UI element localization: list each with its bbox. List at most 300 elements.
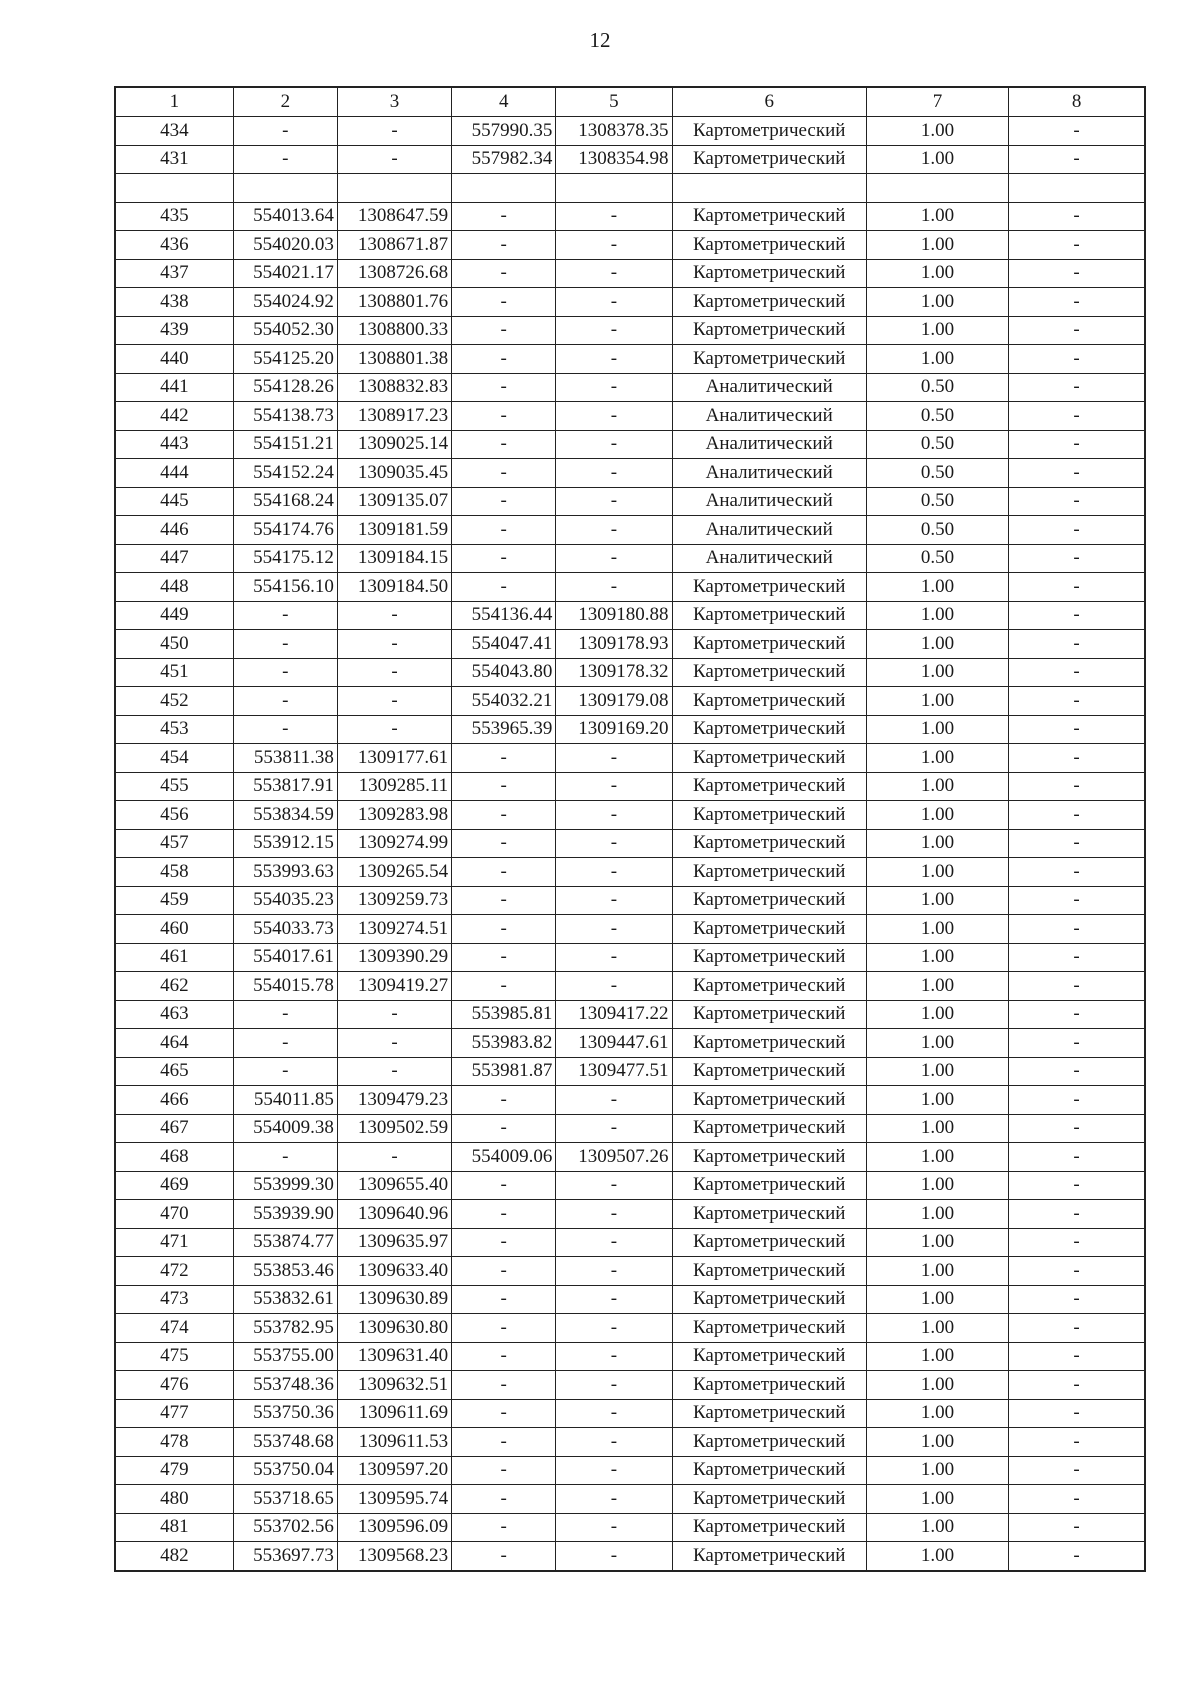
table-cell: 554052.30 [233,316,337,345]
table-cell: 1.00 [866,1171,1008,1200]
table-row [115,972,1145,1001]
table-row [115,174,1145,203]
column-header: 8 [1009,87,1145,117]
table-cell: - [556,573,672,602]
table-cell: Картометрический [672,117,866,146]
table-cell: 554128.26 [233,373,337,402]
table-cell: - [1009,1228,1145,1257]
table-cell: Картометрический [672,1143,866,1172]
table-cell: - [556,1513,672,1542]
table-cell: - [556,1542,672,1571]
table-cell: - [1009,1200,1145,1229]
table-cell: 1308832.83 [337,373,451,402]
table-cell: 434 [115,117,233,146]
table-cell: 1.00 [866,1456,1008,1485]
table-cell: 554015.78 [233,972,337,1001]
table-cell: 468 [115,1143,233,1172]
table-cell: - [452,459,556,488]
table-cell: - [556,1371,672,1400]
table-cell: - [1009,516,1145,545]
table-cell: Картометрический [672,801,866,830]
table-cell: 1308378.35 [556,117,672,146]
table-cell: 1309568.23 [337,1542,451,1571]
table-cell: 1309285.11 [337,772,451,801]
table-cell: - [337,687,451,716]
table-cell: Аналитический [672,402,866,431]
table-cell: - [452,231,556,260]
table-cell: Картометрический [672,202,866,231]
table-cell: 1309507.26 [556,1143,672,1172]
table-row [115,1000,1145,1029]
table-cell: - [452,1228,556,1257]
table-cell: 1308800.33 [337,316,451,345]
table-cell: 448 [115,573,233,602]
table-row [115,943,1145,972]
table-cell: 1309630.80 [337,1314,451,1343]
table-cell: - [556,1428,672,1457]
table-cell: 1308726.68 [337,259,451,288]
table-cell: 1.00 [866,972,1008,1001]
table-cell: - [452,1485,556,1514]
table-cell: 1.00 [866,658,1008,687]
table-cell: 1.00 [866,145,1008,174]
table-cell: 1.00 [866,202,1008,231]
table-row [115,1228,1145,1257]
table-row [115,345,1145,374]
table-cell: - [233,117,337,146]
table-cell: - [1009,316,1145,345]
table-cell: 461 [115,943,233,972]
table-cell: Аналитический [672,516,866,545]
table-cell: - [556,1228,672,1257]
table-cell: 1.00 [866,915,1008,944]
table-cell: 437 [115,259,233,288]
table-cell: 1309633.40 [337,1257,451,1286]
table-cell: Картометрический [672,744,866,773]
table-cell: - [1009,345,1145,374]
table-cell: 553912.15 [233,829,337,858]
table-cell: - [1009,1057,1145,1086]
table-cell: 1309611.53 [337,1428,451,1457]
table-row [115,1314,1145,1343]
table-cell: 553750.36 [233,1399,337,1428]
table-cell: - [337,715,451,744]
table-cell: 1309640.96 [337,1200,451,1229]
table-cell: 554017.61 [233,943,337,972]
table-cell: 435 [115,202,233,231]
table-cell: 1309178.93 [556,630,672,659]
table-cell: 444 [115,459,233,488]
table-row [115,744,1145,773]
table-cell: - [337,1143,451,1172]
table-cell: - [452,1086,556,1115]
table-cell: 1.00 [866,231,1008,260]
table-cell: Картометрический [672,772,866,801]
table-cell: - [556,744,672,773]
table-cell: - [452,573,556,602]
table-cell: 1.00 [866,1114,1008,1143]
table-cell: 1308801.38 [337,345,451,374]
table-cell: 459 [115,886,233,915]
table-cell: Картометрический [672,288,866,317]
table-row [115,1371,1145,1400]
table-cell: Картометрический [672,1228,866,1257]
table-cell: - [452,1513,556,1542]
table-cell: 1309179.08 [556,687,672,716]
table-cell: - [1009,1086,1145,1115]
table-cell: 466 [115,1086,233,1115]
table-cell: - [556,801,672,830]
table-cell: Картометрический [672,972,866,1001]
table-cell: - [452,943,556,972]
column-header: 4 [452,87,556,117]
column-header: 1 [115,87,233,117]
table-cell: 436 [115,231,233,260]
table-cell: Картометрический [672,1399,866,1428]
table-cell: - [452,915,556,944]
table-cell: 476 [115,1371,233,1400]
table-cell: - [233,1000,337,1029]
table-row [115,516,1145,545]
table-cell: - [233,658,337,687]
table-cell: - [1009,145,1145,174]
table-cell: 0.50 [866,516,1008,545]
table-cell: 553874.77 [233,1228,337,1257]
table-row [115,1200,1145,1229]
table-row [115,687,1145,716]
table-cell: 1309184.15 [337,544,451,573]
table-cell: 469 [115,1171,233,1200]
table-cell: 0.50 [866,430,1008,459]
table-cell [866,174,1008,203]
table-cell: 1.00 [866,1485,1008,1514]
table-row [115,259,1145,288]
table-cell: Картометрический [672,858,866,887]
table-cell [556,174,672,203]
table-row [115,1342,1145,1371]
table-row [115,1513,1145,1542]
table-cell: 440 [115,345,233,374]
table-cell: - [556,1257,672,1286]
table-cell: 0.50 [866,544,1008,573]
table-cell: 554047.41 [452,630,556,659]
table-cell: - [452,858,556,887]
table-row [115,145,1145,174]
table-cell: 1.00 [866,1399,1008,1428]
table-cell: - [556,858,672,887]
table-cell: Аналитический [672,373,866,402]
table-row [115,601,1145,630]
table-row [115,630,1145,659]
table-cell: - [233,715,337,744]
table-cell: 474 [115,1314,233,1343]
table-cell: 449 [115,601,233,630]
table-cell: Картометрический [672,1342,866,1371]
table-cell: - [233,145,337,174]
table-cell: 1309177.61 [337,744,451,773]
table-cell: 554011.85 [233,1086,337,1115]
table-cell: 1.00 [866,1143,1008,1172]
table-cell: - [452,487,556,516]
table-cell: 554138.73 [233,402,337,431]
table-cell: 554174.76 [233,516,337,545]
table-row [115,373,1145,402]
table-cell: 478 [115,1428,233,1457]
table-row [115,202,1145,231]
table-cell: 480 [115,1485,233,1514]
table-cell: - [1009,430,1145,459]
table-cell: Аналитический [672,544,866,573]
table-cell: Картометрический [672,687,866,716]
table-cell: - [452,1428,556,1457]
table-cell: 1.00 [866,316,1008,345]
table-cell: 1.00 [866,801,1008,830]
table-cell: - [337,630,451,659]
table-cell: 1309259.73 [337,886,451,915]
table-cell: 479 [115,1456,233,1485]
table-cell: 1.00 [866,1513,1008,1542]
table-row [115,1114,1145,1143]
table-cell: 554024.92 [233,288,337,317]
table-cell: 554175.12 [233,544,337,573]
table-cell: 447 [115,544,233,573]
table-cell: - [1009,972,1145,1001]
table-cell: - [337,1029,451,1058]
table-cell: 553782.95 [233,1314,337,1343]
table-cell: - [1009,715,1145,744]
table-cell: - [1009,943,1145,972]
table-row [115,1086,1145,1115]
table-cell: - [452,1171,556,1200]
table-cell: - [556,772,672,801]
table-cell: 465 [115,1057,233,1086]
table-cell: - [452,1257,556,1286]
table-cell: - [556,231,672,260]
table-cell: - [556,1314,672,1343]
table-cell: 554043.80 [452,658,556,687]
header-row [115,87,1145,117]
table-cell: Картометрический [672,1485,866,1514]
table-cell: - [452,801,556,830]
table-cell: - [556,1200,672,1229]
table-row [115,772,1145,801]
table-cell: Картометрический [672,1371,866,1400]
table-row [115,487,1145,516]
coordinates-table [114,86,1146,1572]
table-cell: 1.00 [866,1314,1008,1343]
table-cell: - [452,1399,556,1428]
table-cell: - [337,1000,451,1029]
table-cell: - [1009,459,1145,488]
table-cell: 1309025.14 [337,430,451,459]
table-cell: 553853.46 [233,1257,337,1286]
table-cell: - [452,886,556,915]
table-cell: 553985.81 [452,1000,556,1029]
table-cell: 1.00 [866,1228,1008,1257]
table-cell: 557990.35 [452,117,556,146]
table-cell: - [1009,1314,1145,1343]
table-cell: 439 [115,316,233,345]
table-cell: - [452,1314,556,1343]
table-cell: - [1009,1371,1145,1400]
table-cell: - [1009,1542,1145,1571]
table-cell: 553832.61 [233,1285,337,1314]
table-cell: 454 [115,744,233,773]
table-cell: - [1009,772,1145,801]
table-cell: 553750.04 [233,1456,337,1485]
column-header: 6 [672,87,866,117]
table-cell: 1309283.98 [337,801,451,830]
table-cell: 1309417.22 [556,1000,672,1029]
table-cell: - [556,886,672,915]
table-cell: 553939.90 [233,1200,337,1229]
table-cell: 1308801.76 [337,288,451,317]
table-cell: 1.00 [866,630,1008,659]
table-row [115,658,1145,687]
table-cell: 1308354.98 [556,145,672,174]
table-row [115,544,1145,573]
table-cell: Аналитический [672,459,866,488]
table-cell: - [233,1029,337,1058]
table-cell: 1.00 [866,1285,1008,1314]
table-cell: - [452,744,556,773]
table-cell: 1.00 [866,259,1008,288]
table-cell: - [1009,288,1145,317]
table-cell: Картометрический [672,829,866,858]
table-cell: - [1009,886,1145,915]
page-number: 12 [589,28,611,52]
table-cell: 456 [115,801,233,830]
table-cell: Картометрический [672,658,866,687]
table-cell: - [452,288,556,317]
table-row [115,801,1145,830]
table-cell: 1.00 [866,1086,1008,1115]
table-cell: 553834.59 [233,801,337,830]
table-cell: Картометрический [672,1456,866,1485]
table-row [115,1057,1145,1086]
table-cell: 1.00 [866,1428,1008,1457]
table-cell: 553718.65 [233,1485,337,1514]
table-cell: 1.00 [866,687,1008,716]
table-cell: 554032.21 [452,687,556,716]
table-body [115,117,1145,1571]
table-cell: 1309274.51 [337,915,451,944]
table-cell: 1309611.69 [337,1399,451,1428]
table-cell: - [1009,915,1145,944]
table-cell: 473 [115,1285,233,1314]
table-cell: 1.00 [866,715,1008,744]
table-cell [452,174,556,203]
table-cell: Картометрический [672,573,866,602]
table-cell: - [556,373,672,402]
table-cell: - [1009,1114,1145,1143]
table-cell: - [556,430,672,459]
table-row [115,573,1145,602]
table-cell: 1.00 [866,772,1008,801]
table-row [115,117,1145,146]
table-row [115,1399,1145,1428]
table-cell: 1309178.32 [556,658,672,687]
table-cell: - [1009,829,1145,858]
table-cell: 1.00 [866,1542,1008,1571]
table-cell: 1.00 [866,1342,1008,1371]
table-cell: 1308671.87 [337,231,451,260]
column-header: 5 [556,87,672,117]
table-cell: 1.00 [866,858,1008,887]
table-cell: 1.00 [866,1057,1008,1086]
table-cell: - [1009,231,1145,260]
table-cell: - [556,402,672,431]
table-cell: Картометрический [672,1171,866,1200]
table-cell: - [1009,573,1145,602]
table-cell: Картометрический [672,943,866,972]
table-cell: - [556,829,672,858]
table-cell: - [452,373,556,402]
table-cell: 553981.87 [452,1057,556,1086]
table-cell: - [452,972,556,1001]
table-cell: 1.00 [866,943,1008,972]
table-cell: 463 [115,1000,233,1029]
table-cell: 1309390.29 [337,943,451,972]
table-cell: - [556,345,672,374]
table-cell: Картометрический [672,316,866,345]
table-cell: - [556,1399,672,1428]
table-cell: 450 [115,630,233,659]
table-cell: - [556,487,672,516]
table-cell: 1309181.59 [337,516,451,545]
table-cell: Картометрический [672,231,866,260]
table-cell: 471 [115,1228,233,1257]
table-cell: 553999.30 [233,1171,337,1200]
table-cell: - [452,430,556,459]
table-cell: 460 [115,915,233,944]
table-cell: - [452,316,556,345]
table-cell: 462 [115,972,233,1001]
table-row [115,1456,1145,1485]
table-cell: - [556,1114,672,1143]
table-cell: - [556,316,672,345]
table-cell: 451 [115,658,233,687]
table-row [115,858,1145,887]
table-cell: 0.50 [866,487,1008,516]
table-cell: 0.50 [866,459,1008,488]
table-cell: 1.00 [866,744,1008,773]
table-cell: - [1009,1143,1145,1172]
table-header [115,87,1145,117]
table-cell: 1.00 [866,601,1008,630]
table-cell: 554136.44 [452,601,556,630]
table-cell: 1.00 [866,573,1008,602]
table-cell: - [452,516,556,545]
table-cell: 1309597.20 [337,1456,451,1485]
table-cell: - [337,117,451,146]
table-cell: - [1009,1342,1145,1371]
table-cell: - [556,1342,672,1371]
table-cell: 553983.82 [452,1029,556,1058]
table-cell: 1.00 [866,886,1008,915]
table-cell: 441 [115,373,233,402]
table-cell: 1308647.59 [337,202,451,231]
table-cell: 553702.56 [233,1513,337,1542]
table-cell [672,174,866,203]
table-cell: 1309477.51 [556,1057,672,1086]
table-cell: - [1009,801,1145,830]
table-cell: - [556,544,672,573]
table-cell: - [452,1342,556,1371]
table-cell: - [452,202,556,231]
table-cell: - [452,1542,556,1571]
table-cell: - [452,829,556,858]
